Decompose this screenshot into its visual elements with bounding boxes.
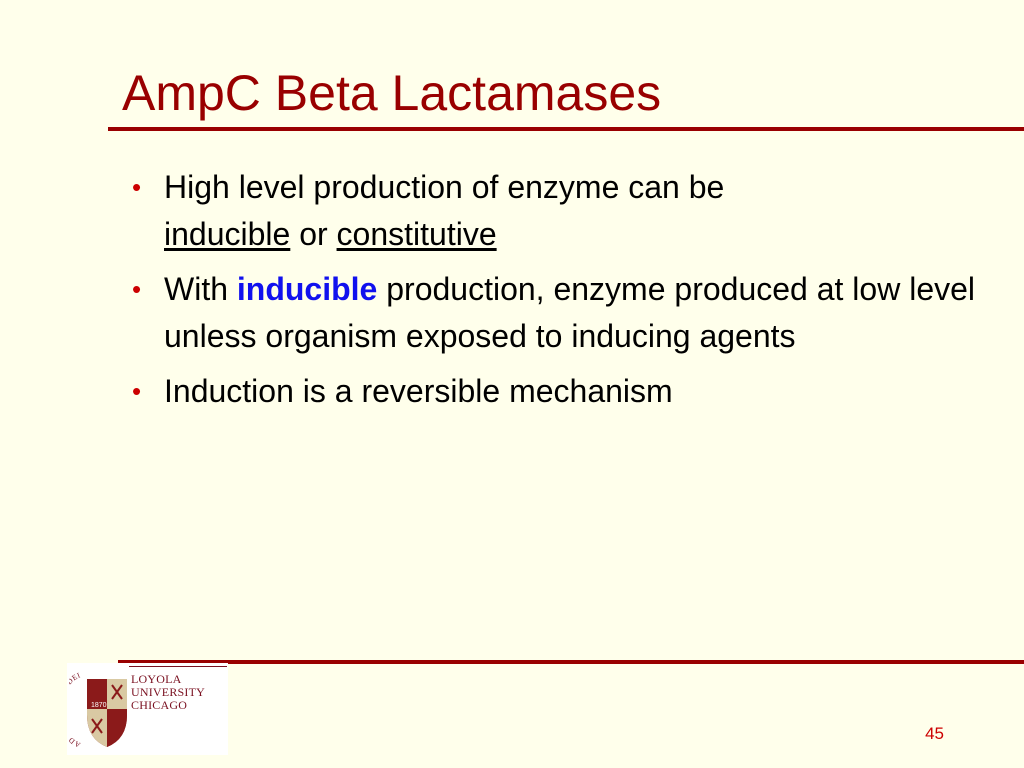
bullet-item	[130, 266, 1010, 360]
bullet-text: With	[164, 271, 237, 307]
bullet-marker: •	[132, 376, 142, 406]
logo-rule	[129, 666, 227, 667]
title-divider	[108, 127, 1024, 131]
bullet-list	[130, 164, 1010, 423]
term-constitutive: constitutive	[336, 216, 497, 252]
loyola-logo	[67, 663, 228, 755]
university-seal-icon	[69, 669, 131, 751]
bullet-marker: •	[132, 172, 142, 202]
bullet-item	[130, 368, 1010, 415]
bullet-item	[130, 164, 1010, 258]
bullet-text: High level production of enzyme can be	[164, 169, 725, 205]
seal-motto: A EI	[70, 670, 82, 750]
logo-line-1: LOYOLA	[131, 672, 182, 686]
bullet-text: or	[290, 216, 337, 252]
seal-year: 1870	[91, 702, 107, 709]
bullet-marker: •	[132, 274, 142, 304]
slide-title: AmpC Beta Lactamases	[122, 65, 662, 121]
bullet-text: Induction is a reversible mechanism	[164, 373, 673, 409]
logo-wordmark	[131, 673, 205, 712]
bullet-text: production, enzyme produced at low level unless organism exposed to inducing agents	[164, 271, 976, 354]
footer-divider	[118, 660, 1024, 664]
logo-line-3: CHICAGO	[131, 698, 188, 712]
svg-text:AD · MAJOREM · DEI · GLORIAM	[69, 669, 82, 750]
term-inducible-highlight: inducible	[236, 271, 378, 307]
term-inducible: inducible	[164, 216, 291, 252]
page-number: 45	[925, 724, 944, 743]
logo-line-2: UNIVERSITY	[131, 685, 205, 699]
